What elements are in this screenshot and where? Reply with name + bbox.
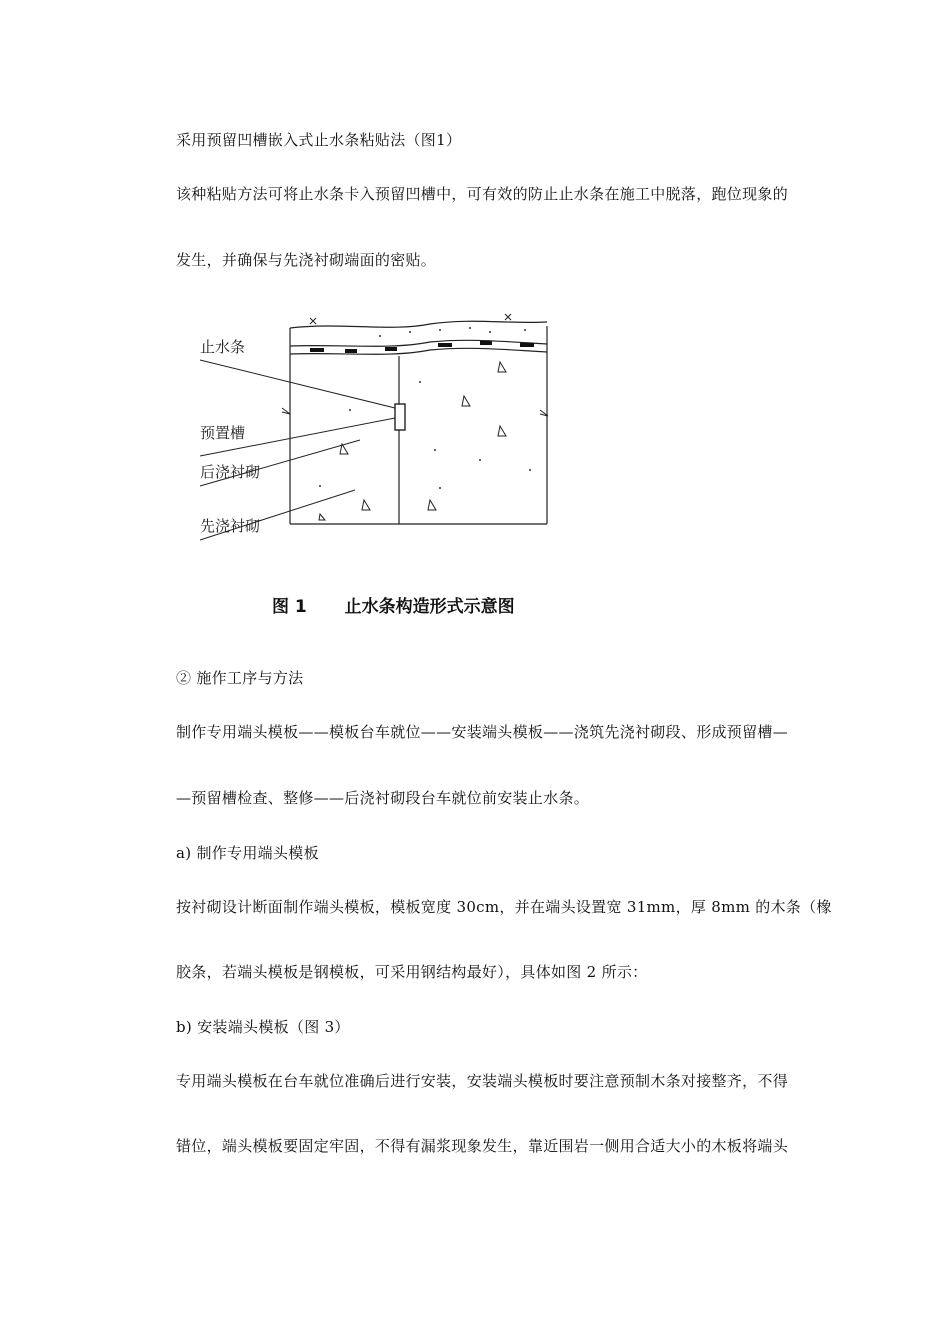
soil-speckles [379, 327, 526, 337]
paragraph-procedure-1: 制作专用端头模板——模板台车就位——安装端头模板——浇筑先浇衬砌段、形成预留槽— [176, 723, 789, 741]
paragraph-step-a: a) 制作专用端头模板 [176, 844, 319, 862]
label-waterstop: 止水条 [200, 338, 246, 356]
paragraph-step-b-desc-2: 错位，端头模板要固定牢固，不得有漏浆现象发生，靠近围岩一侧用合适大小的木板将端头 [176, 1137, 789, 1155]
leader-lines [200, 360, 395, 540]
paragraph-method-desc-2: 发生，并确保与先浇衬砌端面的密贴。 [176, 251, 437, 269]
paragraph-step-a-desc-1: 按衬砌设计断面制作端头模板，模板宽度 30cm，并在端头设置宽 31mm，厚 8mm 的木条（橡 [176, 898, 832, 916]
waterstop-block [395, 404, 405, 430]
paragraph-method-title: 采用预留凹槽嵌入式止水条粘贴法（图1） [176, 131, 462, 149]
label-later-lining: 后浇衬砌 [200, 463, 261, 481]
surface-marks [310, 314, 511, 324]
figure-caption [272, 592, 515, 617]
paragraph-procedure-2: —预留槽检查、整修——后浇衬砌段台车就位前安装止水条。 [176, 789, 590, 807]
figure-caption-number: 图 1 [272, 597, 307, 617]
paragraph-step-b-desc-1: 专用端头模板在台车就位准确后进行安装，安装端头模板时要注意预制木条对接整齐，不得 [176, 1072, 789, 1090]
break-marks [282, 408, 548, 416]
figure-caption-text: 止水条构造形式示意图 [344, 597, 515, 617]
paragraph-step-b: b) 安装端头模板（图 3） [176, 1018, 350, 1036]
label-earlier-lining: 先浇衬砌 [200, 517, 261, 535]
paragraph-step-a-desc-2: 胶条，若端头模板是钢模板，可采用钢结构最好），具体如图 2 所示： [176, 963, 648, 981]
paragraph-procedure-heading: ② 施作工序与方法 [176, 669, 304, 687]
waterstop-diagram [180, 310, 580, 550]
label-groove: 预置槽 [200, 424, 246, 442]
diagram-outline [290, 321, 547, 524]
aggregate-triangles [319, 362, 506, 520]
paragraph-method-desc-1: 该种粘贴方法可将止水条卡入预留凹槽中，可有效的防止止水条在施工中脱落，跑位现象的 [176, 185, 789, 203]
